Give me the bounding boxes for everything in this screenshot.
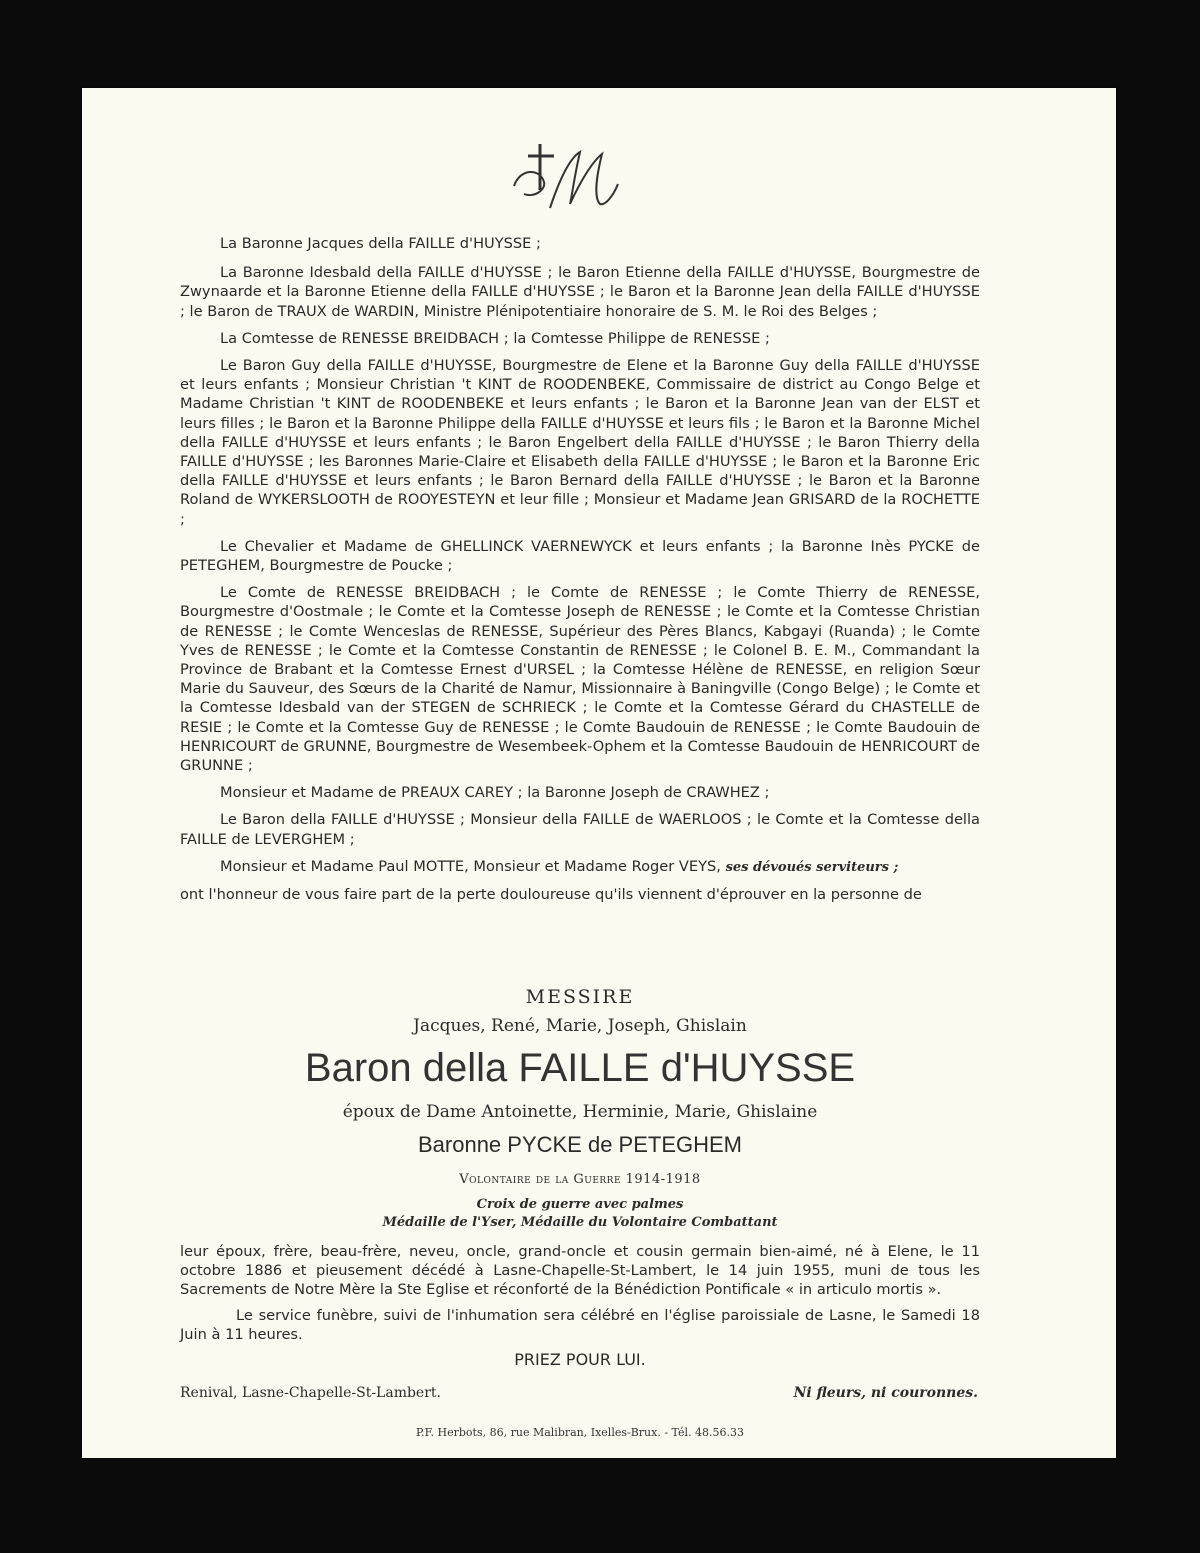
family-paragraph: Monsieur et Madame de PREAUX CAREY ; la Baronne Joseph de CRAWHEZ ; (220, 784, 770, 802)
printer-credit: P.F. Herbots, 86, rue Malibran, Ixelles-Brux. - Tél. 48.56.33 (415, 1426, 745, 1439)
family-paragraph: La Baronne Idesbald della FAILLE d'HUYSSE ; le Baron Etienne della FAILLE d'HUYSSE, Bourgmestre de Zwynaarde et la Baronne Etienne della FAILLE d'HUYSSE ; le Baron et la Baronne Jean della FAILLE d'HUYSSE ; le Baron de TRAUX de WARDIN, Ministre Plénipotentiaire honoraire de S. M. le Roi des Belges ; (180, 264, 980, 320)
cross-m-monogram-icon (510, 138, 622, 220)
spouse-name: Baronne PYCKE de PETEGHEM (417, 1132, 743, 1157)
decorations-line-1: Croix de guerre avec palmes (476, 1197, 684, 1212)
war-service: Volontaire de la Guerre 1914-1918 (459, 1172, 701, 1187)
announcement-intro: ont l'honneur de vous faire part de la perte douloureuse qu'ils viennent d'éprouver en la personne de (180, 886, 922, 904)
servants-role: ses dévoués serviteurs ; (725, 859, 899, 875)
spouse-line: époux de Dame Antoinette, Herminie, Marie, Ghislaine (342, 1102, 818, 1122)
servants-paragraph (180, 857, 980, 877)
family-paragraph: Le Chevalier et Madame de GHELLINCK VAERNEWYCK et leurs enfants ; la Baronne Inès PYCKE de PETEGHEM, Bourgmestre de Poucke ; (180, 537, 980, 575)
servants-names: Monsieur et Madame Paul MOTTE, Monsieur et Madame Roger VEYS, (220, 857, 721, 875)
family-paragraph: Le Baron Guy della FAILLE d'HUYSSE, Bourgmestre de Elene et la Baronne Guy della FAILLE d'HUYSSE et leurs enfants ; Monsieur Christian 't KINT de ROODENBEKE, Commissaire de district au Congo Belge et Madame Christian 't KINT de ROODENBEKE et leurs enfants ; le Baron et la Baronne Jean van der ELST et leurs filles ; le Baron et la Baronne Philippe della FAILLE d'HUYSSE et leurs fils ; le Baron et la Baronne Michel della FAILLE d'HUYSSE et leurs enfants ; le Baron Engelbert della FAILLE d'HUYSSE ; le Baron Thierry della FAILLE d'HUYSSE ; les Baronnes Marie-Claire et Elisabeth della FAILLE d'HUYSSE ; le Baron et la Baronne Eric della FAILLE d'HUYSSE et leurs enfants ; le Baron Bernard della FAILLE d'HUYSSE ; le Baron et la Baronne Roland de WYKERSLOOTH de ROOYESTEYN et leur fille ; Monsieur et Madame Jean GRISARD de la ROCHETTE ; (180, 357, 980, 528)
widow-line: La Baronne Jacques della FAILLE d'HUYSSE ; (220, 235, 541, 252)
family-paragraph: Le Comte de RENESSE BREIDBACH ; le Comte de RENESSE ; le Comte Thierry de RENESSE, Bourgmestre d'Oostmale ; le Comte et la Comtesse Joseph de RENESSE ; le Comte et la Comtesse Christian de RENESSE ; le Comte Wenceslas de RENESSE, Supérieur des Pères Blancs, Kabgayi (Ruanda) ; le Comte Yves de RENESSE ; le Comte et la Comtesse Constantin de RENESSE ; le Colonel B. E. M., Commandant la Province de Brabant et la Comtesse Ernest d'URSEL ; la Comtesse Hélène de RENESSE, en religion Sœur Marie du Sauveur, des Sœurs de la Charité de Namur, Missionnaire à Baningville (Congo Belge) ; le Comte et la Comtesse Idesbald van der STEGEN de SCHRIECK ; le Comte et la Comtesse Gérard du CHASTELLE de RESIE ; le Comte et la Comtesse Guy de RENESSE ; le Comte Baudouin de RENESSE ; le Comte Baudouin de HENRICOURT de GRUNNE, Bourgmestre de Wesembeek-Ophem et la Comtesse Baudouin de HENRICOURT de GRUNNE ; (180, 584, 980, 775)
deceased-block (180, 984, 980, 1232)
honorific-title: MESSIRE (525, 986, 635, 1008)
funeral-service-paragraph: Le service funèbre, suivi de l'inhumation sera célébré en l'église paroissiale de Lasne, le Samedi 18 Juin à 11 heures. (180, 1306, 980, 1343)
family-paragraph: La Comtesse de RENESSE BREIDBACH ; la Comtesse Philippe de RENESSE ; (220, 329, 770, 347)
prayer-request: PRIEZ POUR LUI. (514, 1350, 646, 1369)
decorations-line-2: Médaille de l'Yser, Médaille du Volontaire Combattant (382, 1215, 778, 1230)
no-flowers-note: Ni fleurs, ni couronnes. (793, 1385, 978, 1401)
family-list (180, 234, 980, 908)
family-paragraph: Le Baron della FAILLE d'HUYSSE ; Monsieur della FAILLE de WAERLOOS ; le Comte et la Comtesse della FAILLE de LEVERGHEM ; (180, 811, 980, 848)
closing-text (180, 1242, 980, 1350)
biography-paragraph: leur époux, frère, beau-frère, neveu, oncle, grand-oncle et cousin germain bien-aimé, né à Elene, le 11 octobre 1886 et pieusement décédé à Lasne-Chapelle-St-Lambert, le 14 juin 1955, muni de tous les Sacrements de Notre Mère la Ste Eglise et réconforté de la Bénédiction Pontificale « in articulo mortis ». (180, 1243, 980, 1299)
deceased-name: Baron della FAILLE d'HUYSSE (304, 1046, 856, 1090)
given-names: Jacques, René, Marie, Joseph, Ghislain (413, 1016, 747, 1036)
address: Renival, Lasne-Chapelle-St-Lambert. (180, 1385, 441, 1401)
